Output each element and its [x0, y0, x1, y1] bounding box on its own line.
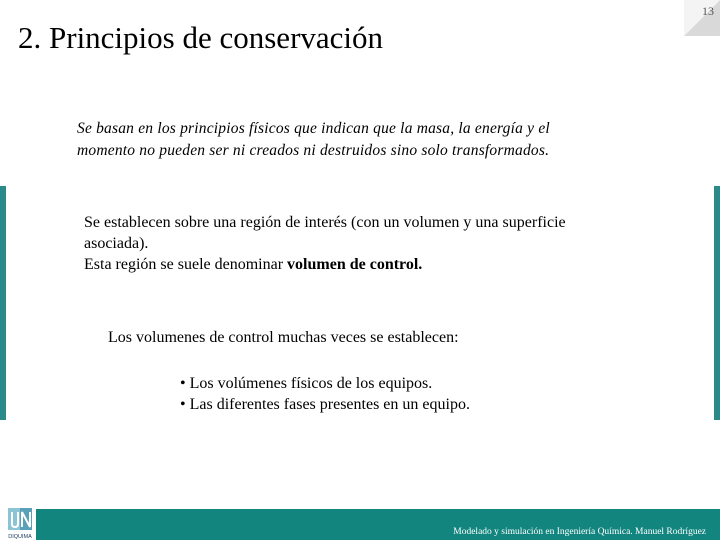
footer-text: Modelado y simulación en Ingeniería Química. Manuel Rodríguez — [453, 527, 706, 537]
intro-text: Se basan en los principios físicos que indican que la masa, la energía y el momento no pueden ser ni creados ni destruidos sino solo transformados. — [77, 120, 550, 159]
bullet-list — [180, 373, 470, 415]
definition-line-2-prefix: Esta región se suele denominar — [84, 256, 288, 273]
right-accent-bar — [714, 186, 720, 420]
bullet-item-2: • Las diferentes fases presentes en un equipo. — [180, 396, 470, 413]
logo-lettering: DIQUIMA — [8, 534, 32, 540]
page-number: 13 — [702, 4, 714, 18]
lead-text: Los volumenes de control muchas veces se establecen: — [108, 329, 459, 346]
definition-paragraph — [84, 212, 584, 275]
slide-title: 2. Principios de conservación — [18, 20, 384, 55]
control-volume-term: volumen de control. — [287, 256, 423, 273]
footer-bar — [36, 509, 720, 540]
bullet-item-1: • Los volúmenes físicos de los equipos. — [180, 375, 433, 392]
definition-line-2 — [84, 254, 584, 275]
definition-line-1: Se establecen sobre una región de interés (con un volumen y una superficie asociada). — [84, 214, 566, 252]
left-accent-bar — [0, 186, 6, 420]
diquima-logo — [4, 506, 36, 540]
